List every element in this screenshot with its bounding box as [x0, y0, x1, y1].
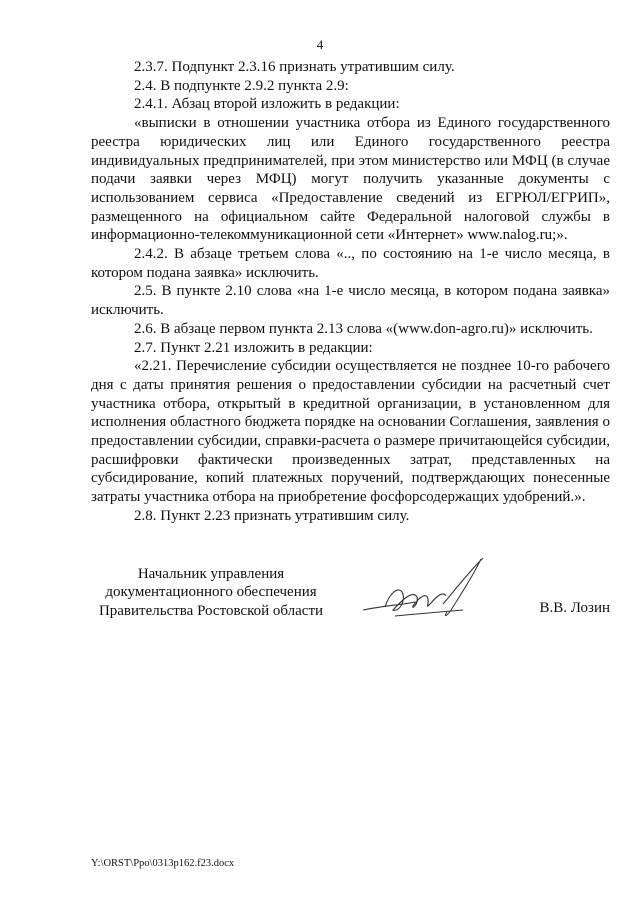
position-line: документационного обеспечения	[105, 584, 317, 601]
file-path-footer: Y:\ORST\Ppo\0313p162.f23.docx	[91, 858, 235, 869]
paragraph-2-3-7: 2.3.7. Подпункт 2.3.16 признать утратившим силу.	[134, 59, 455, 75]
paragraph-2-6: 2.6. В абзаце первом пункта 2.13 слова «(www.don-agro.ru)» исключить.	[134, 320, 593, 337]
signatory-position	[91, 565, 331, 620]
paragraph-2-4: 2.4. В подпункте 2.9.2 пункта 2.9:	[134, 77, 349, 94]
paragraph-2-5: 2.5. В пункте 2.10 слова «на 1-е число месяца, в котором подана заявка» исключить.	[91, 283, 610, 319]
paragraph-2-7: 2.7. Пункт 2.21 изложить в редакции:	[134, 339, 373, 356]
position-line: Начальник управления	[137, 566, 285, 582]
document-body	[91, 58, 610, 526]
paragraph-2-4-1: 2.4.1. Абзац второй изложить в редакции:	[134, 96, 400, 113]
paragraph-2-8: 2.8. Пункт 2.23 признать утратившим силу.	[134, 507, 410, 524]
page-number: 4	[316, 37, 324, 52]
paragraph-2-4-2: 2.4.2. В абзаце третьем слова «.., по состоянию на 1-е число месяца, в котором подана заявка» исключить.	[91, 246, 610, 281]
paragraph-2-21: «2.21. Перечисление субсидии осуществляется не позднее 10-го рабочего дня с даты принятия решения о предоставлении субсидии на расчетный счет участника отбора, открытый в кредитной организации, в установленном для исполнения областного бюджета порядке на основании Соглашения, заявления о предоставлении субсидии, справки-расчета о размере причитающейся субсидии, расшифровки фактически произведенных затрат, представленных на субсидирование, копий платежных поручений, подтверждающих понесенные затраты участника отбора на приобретение фосфорсодержащих удобрений.».	[91, 358, 610, 506]
signer-name: В.В. Лозин	[539, 600, 610, 616]
paragraph-quoted-extract: «выписки в отношении участника отбора из Единого государственного реестра юридических лиц или Единого государственного реестра индивидуальных предпринимателей, при этом министерство или МФЦ (в случае подачи заявки через МФЦ) могут получить указанные документы с использованием сервиса «Предоставление сведений из ЕГРЮЛ/ЕГРИП», размещенного на официальном сайте Федеральной налоговой службы в информационно-телекоммуникационной сети «Интернет» www.nalog.ru;».	[91, 115, 610, 244]
position-line: Правительства Ростовской области	[98, 602, 324, 619]
handwritten-signature	[355, 552, 490, 632]
